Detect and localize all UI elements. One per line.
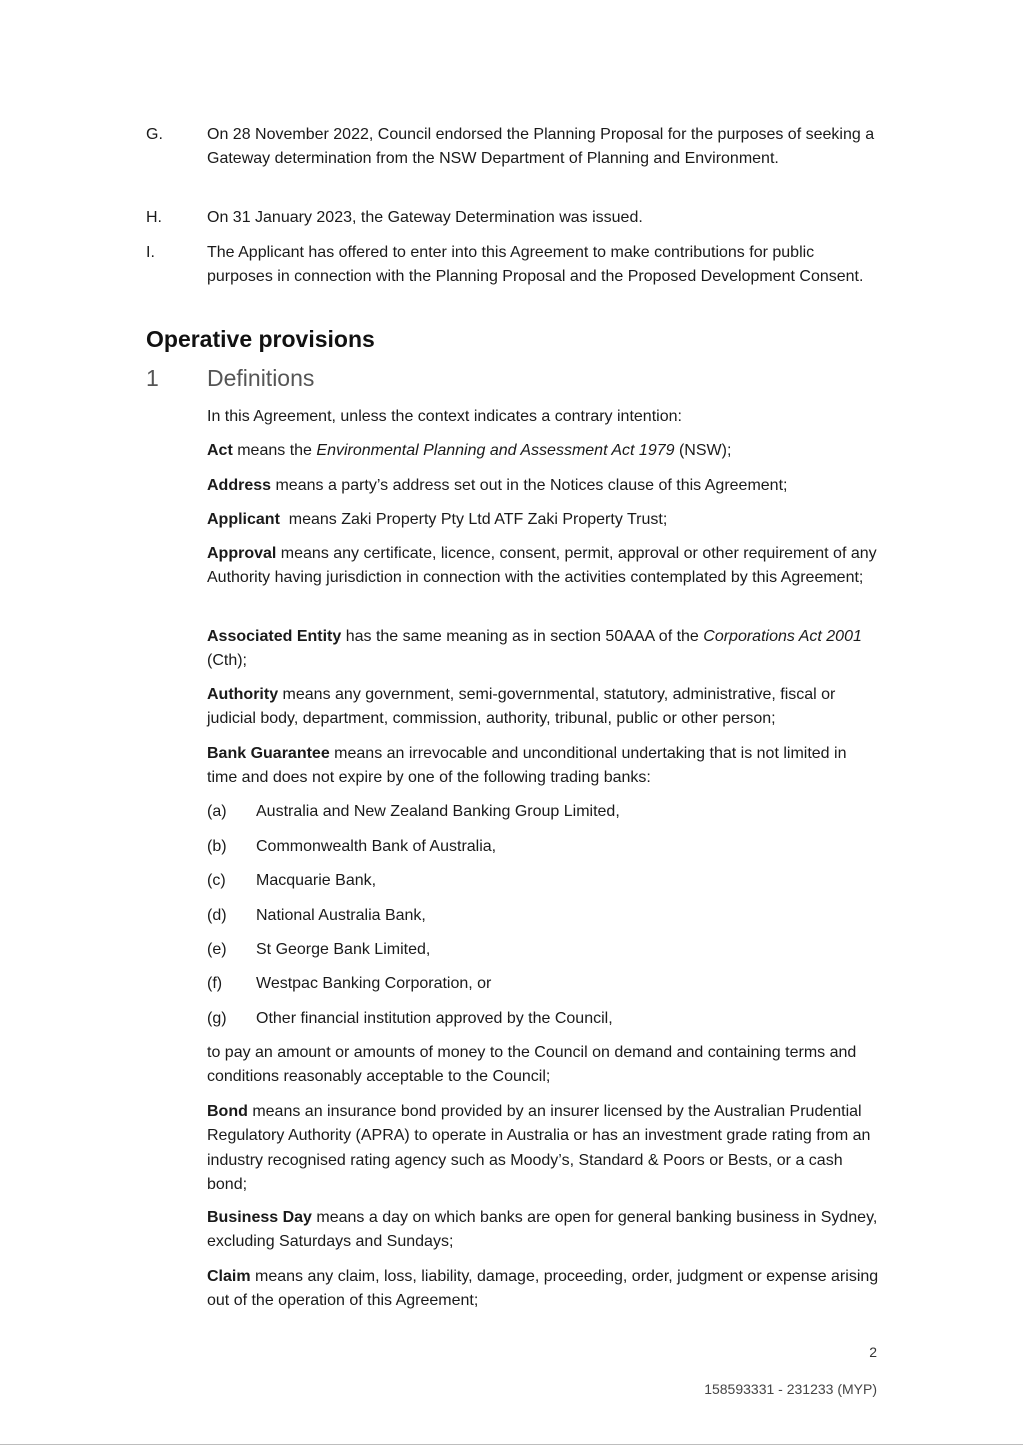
list-item-text: Other financial institution approved by the Council,	[256, 1010, 613, 1027]
list-item-text: St George Bank Limited,	[256, 941, 431, 958]
definition-act: Act means the Environmental Planning and Assessment Act 1979 (NSW);	[207, 442, 732, 459]
term: Bank Guarantee	[207, 745, 330, 762]
list-item-text: Commonwealth Bank of Australia,	[256, 838, 497, 855]
term: Authority	[207, 686, 279, 703]
recital-text-g: On 28 November 2022, Council endorsed the Planning Proposal for the purposes of seeking a Gateway determination from the NSW Department of Planning and Environment.	[207, 126, 875, 168]
list-item-label: (e)	[207, 941, 227, 958]
definition-business-day: Business Day means a day on which banks are open for general banking business in Sydney, excluding Saturdays and Sundays;	[207, 1209, 878, 1251]
list-item-label: (f)	[207, 975, 223, 992]
list-item-label: (b)	[207, 838, 227, 855]
document-reference: 158593331 - 231233 (MYP)	[704, 1381, 877, 1397]
section-heading: Operative provisions	[146, 326, 375, 352]
term: Address	[207, 477, 272, 494]
list-item-label: (g)	[207, 1010, 227, 1027]
definition-applicant: Applicant means Zaki Property Pty Ltd ATF Zaki Property Trust;	[207, 511, 668, 528]
list-item-text: National Australia Bank,	[256, 907, 426, 924]
term: Associated Entity	[207, 628, 342, 645]
list-item-text: Macquarie Bank,	[256, 872, 377, 889]
clause-number: 1	[146, 365, 159, 391]
term: Approval	[207, 545, 277, 562]
list-item-label: (d)	[207, 907, 227, 924]
recital-text-i: The Applicant has offered to enter into this Agreement to make contributions for public purposes in connection with the Planning Proposal and the Proposed Development Consent.	[207, 244, 864, 286]
recital-letter-h: H.	[146, 209, 162, 226]
term: Applicant	[207, 511, 280, 528]
list-item-label: (c)	[207, 872, 226, 889]
term: Business Day	[207, 1209, 312, 1226]
definition-associated-entity: Associated Entity has the same meaning as in section 50AAA of the Corporations Act 2001 (Cth);	[207, 628, 862, 670]
list-item-label: (a)	[207, 803, 227, 820]
definition-bond: Bond means an insurance bond provided by an insurer licensed by the Australian Prudential Regulatory Authority (APRA) to operate in Australia or has an investment grade rating from an industry recognised rating agency such as Moody’s, Standard & Poors or Bests, or a cash bond;	[207, 1103, 871, 1193]
list-item-text: Westpac Banking Corporation, or	[256, 975, 492, 992]
recital-letter-i: I.	[146, 244, 155, 261]
page-number: 2	[869, 1344, 877, 1360]
list-item-text: Australia and New Zealand Banking Group Limited,	[256, 803, 620, 820]
definition-claim: Claim means any claim, loss, liability, damage, proceeding, order, judgment or expense arising out of the operation of this Agreement;	[207, 1268, 879, 1310]
page-bottom-border	[0, 1444, 1023, 1445]
term: Act	[207, 442, 233, 459]
definition-address: Address means a party’s address set out in the Notices clause of this Agreement;	[207, 477, 788, 494]
bank-guarantee-tail: to pay an amount or amounts of money to the Council on demand and containing terms and conditions reasonably acceptable to the Council;	[207, 1044, 857, 1086]
definition-authority: Authority means any government, semi-governmental, statutory, administrative, fiscal or judicial body, department, commission, authority, tribunal, public or other person;	[207, 686, 836, 728]
definitions-intro: In this Agreement, unless the context indicates a contrary intention:	[207, 408, 682, 425]
clause-title: Definitions	[207, 365, 315, 391]
term: Claim	[207, 1268, 251, 1285]
recital-text-h: On 31 January 2023, the Gateway Determination was issued.	[207, 209, 643, 226]
recital-letter-g: G.	[146, 126, 163, 143]
definition-bank-guarantee: Bank Guarantee means an irrevocable and unconditional undertaking that is not limited in time and does not expire by one of the following trading banks:	[207, 745, 847, 787]
definition-approval: Approval means any certificate, licence, consent, permit, approval or other requirement of any Authority having jurisdiction in connection with the activities contemplated by this Agreement;	[207, 545, 877, 587]
term: Bond	[207, 1103, 248, 1120]
